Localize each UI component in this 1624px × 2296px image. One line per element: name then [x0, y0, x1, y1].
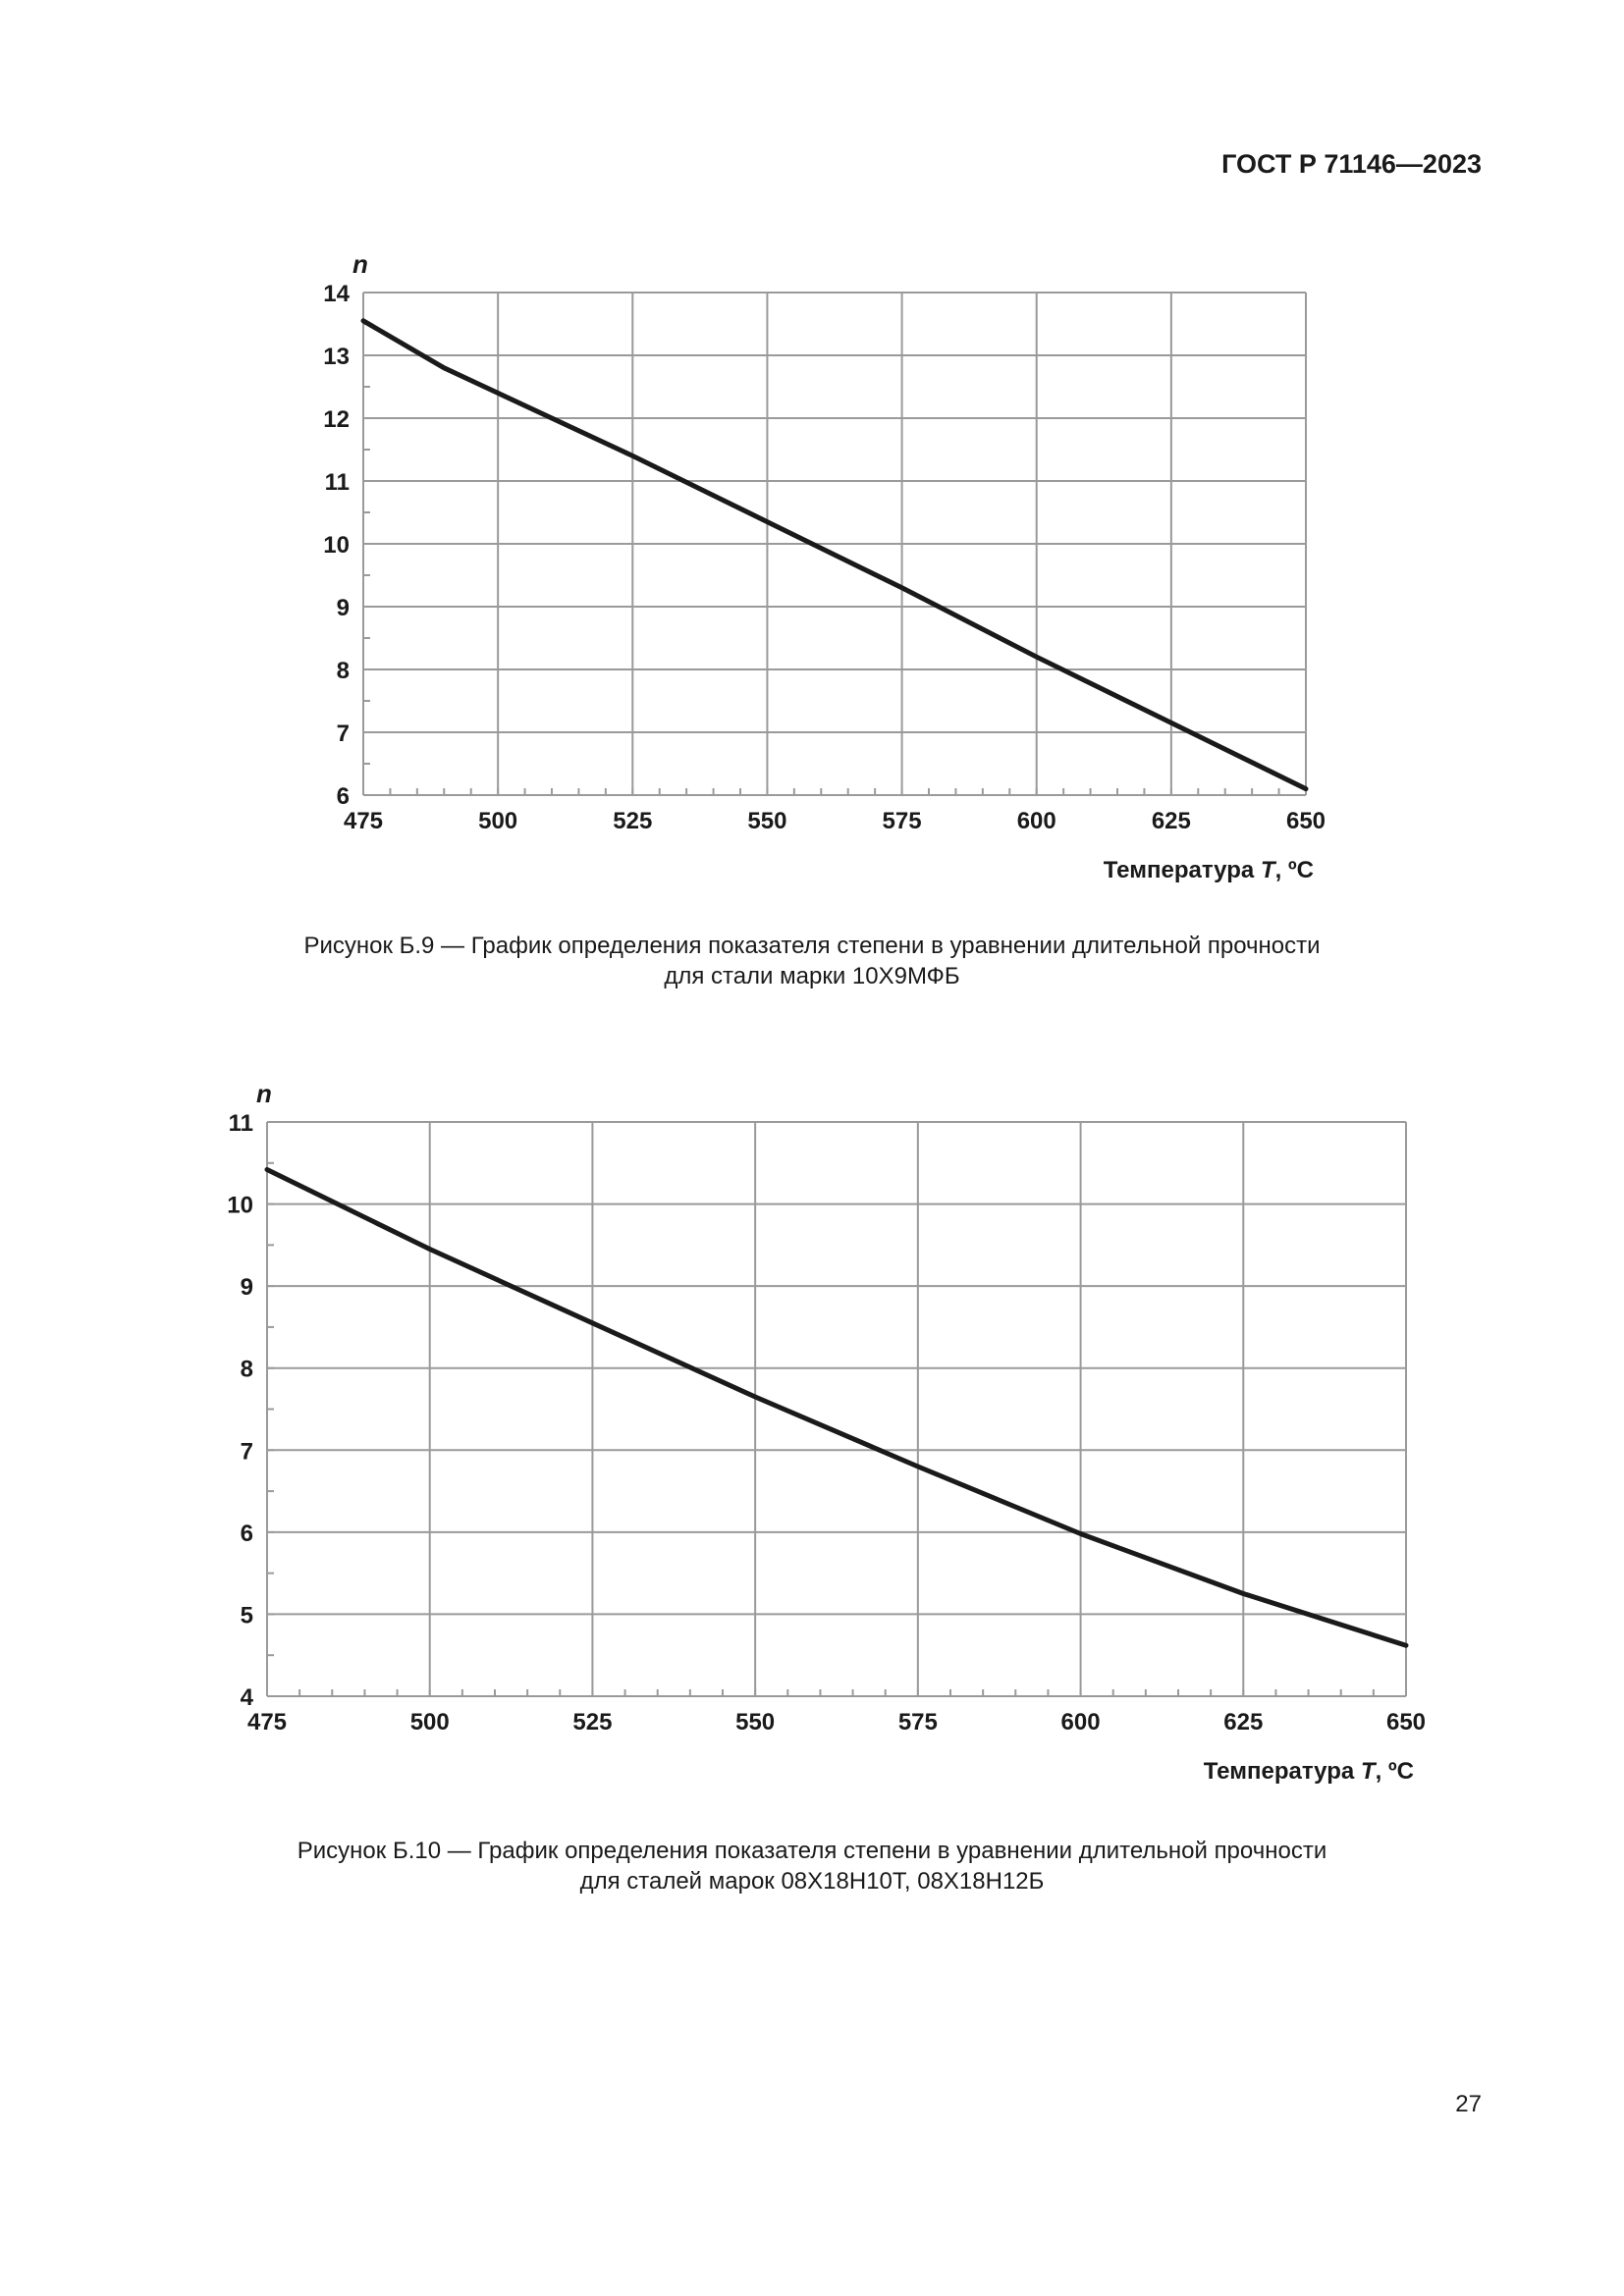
chart-1-y-tick-label-10: 10: [323, 532, 350, 559]
document-header: ГОСТ Р 71146—2023: [1221, 149, 1482, 179]
chart-2-series-line-0: [267, 1170, 1406, 1646]
chart-1-x-axis-label-text: Температура: [1103, 857, 1261, 883]
chart-1-x-tick-label-575: 575: [882, 808, 922, 834]
chart-1-x-tick-label-475: 475: [343, 808, 384, 834]
chart-2-y-tick-label-10: 10: [227, 1192, 253, 1219]
figure-caption-2: [0, 1836, 1624, 1896]
caption-2-line-2: для сталей марок 08Х18Н10Т, 08Х18Н12Б: [579, 1868, 1045, 1895]
chart-2-x-axis-label: [1204, 1758, 1414, 1785]
chart-2-x-tick-label-600: 600: [1060, 1709, 1101, 1735]
chart-1-y-tick-label-12: 12: [323, 406, 350, 433]
chart-1-y-tick-label-8: 8: [336, 658, 350, 684]
chart-1-x-tick-label-525: 525: [613, 808, 653, 834]
chart-1-x-tick-label-500: 500: [478, 808, 518, 834]
chart-2-x-axis-label-var: T: [1360, 1758, 1376, 1785]
caption-1-line-1: Рисунок Б.9 — График определения показателя степени в уравнении длительной прочности: [303, 933, 1321, 959]
chart-1-y-tick-label-9: 9: [336, 595, 350, 621]
chart-2-y-axis-label: n: [256, 1079, 272, 1108]
chart-2-x-axis-label-unit: , ºC: [1375, 1758, 1414, 1785]
chart-2-x-tick-label-575: 575: [897, 1709, 938, 1735]
chart-2-x-tick-label-650: 650: [1385, 1709, 1427, 1735]
chart-1-x-tick-label-600: 600: [1016, 808, 1056, 834]
chart-2-x-tick-label-525: 525: [572, 1709, 613, 1735]
chart-2-y-tick-label-7: 7: [240, 1438, 253, 1466]
chart-2-x-tick-label-500: 500: [409, 1709, 450, 1735]
chart-2-y-tick-label-6: 6: [240, 1520, 253, 1547]
chart-2-y-tick-label-4: 4: [240, 1684, 253, 1711]
chart-2-x-tick-label-625: 625: [1223, 1709, 1264, 1735]
chart-2-x-axis-label-text: Температура: [1203, 1758, 1361, 1785]
chart-1-y-tick-label-14: 14: [323, 281, 350, 307]
chart-1-y-axis-label: n: [352, 249, 368, 279]
chart-1-y-tick-label-11: 11: [324, 469, 350, 496]
caption-1-line-2: для стали марки 10Х9МФБ: [664, 963, 960, 989]
chart-1-x-tick-label-650: 650: [1285, 808, 1326, 834]
chart-1-y-tick-label-6: 6: [336, 783, 350, 810]
chart-1-x-axis-label-var: T: [1260, 857, 1275, 883]
chart-1-x-axis-label-unit: , ºC: [1274, 857, 1314, 883]
chart-2-y-tick-label-11: 11: [228, 1110, 253, 1137]
caption-2-line-1: Рисунок Б.10 — График определения показателя степени в уравнении длительной прочности: [297, 1838, 1327, 1864]
chart-2-y-tick-label-9: 9: [240, 1274, 253, 1302]
chart-2-y-tick-label-8: 8: [240, 1356, 253, 1383]
chart-1-x-tick-label-625: 625: [1151, 808, 1191, 834]
chart-1-x-tick-label-550: 550: [747, 808, 787, 834]
chart-2-y-tick-label-5: 5: [240, 1602, 253, 1629]
chart-1-y-tick-label-7: 7: [336, 721, 350, 747]
chart-2-x-tick-label-475: 475: [246, 1709, 288, 1735]
chart-1-y-tick-label-13: 13: [323, 344, 350, 370]
page-number: 27: [1455, 2091, 1482, 2117]
chart-2-x-tick-label-550: 550: [735, 1709, 776, 1735]
